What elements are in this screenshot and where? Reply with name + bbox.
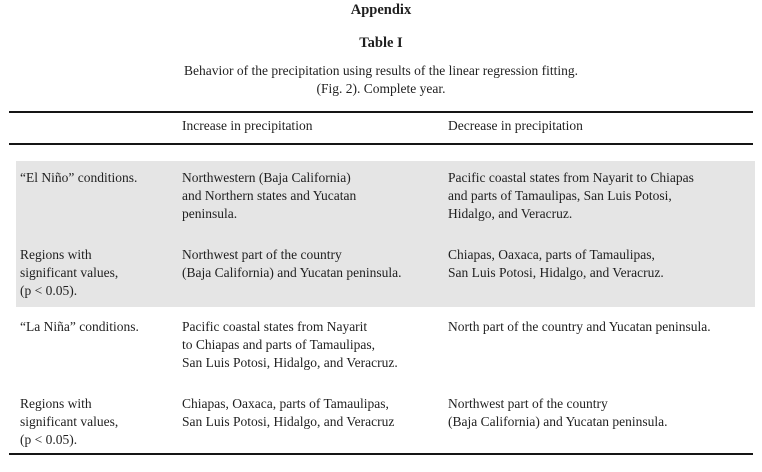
row-label: Regions with significant values, (p < 0.05).: [20, 396, 119, 447]
column-header-decrease: Decrease in precipitation: [448, 118, 583, 133]
cell-increase: Chiapas, Oaxaca, parts of Tamaulipas, San Luis Potosi, Hidalgo, and Veracruz: [182, 396, 395, 429]
table-rule-top: [9, 111, 753, 113]
row-label: “El Niño” conditions.: [20, 170, 138, 185]
table-rule-bottom: [9, 453, 753, 455]
table-title: Table I: [359, 35, 403, 51]
table-row-la-nina-significant: [20, 395, 754, 449]
table-row-el-nino: [20, 169, 754, 223]
row-label: “La Niña” conditions.: [20, 319, 139, 334]
cell-decrease: Chiapas, Oaxaca, parts of Tamaulipas, San Luis Potosi, Hidalgo, and Veracruz.: [448, 247, 664, 280]
cell-decrease: Northwest part of the country (Baja California) and Yucatan peninsula.: [448, 396, 668, 429]
row-label: Regions with significant values, (p < 0.05).: [20, 247, 119, 298]
cell-decrease: Pacific coastal states from Nayarit to Chiapas and parts of Tamaulipas, San Luis Potosi, Hidalgo, and Veracruz.: [448, 170, 694, 221]
cell-increase: Northwestern (Baja California) and Northern states and Yucatan peninsula.: [182, 170, 357, 221]
table-rule-header: [9, 143, 753, 145]
table-row-la-nina: [20, 318, 754, 372]
table-caption: Behavior of the precipitation using results of the linear regression fitting. (Fig. 2). Complete year.: [183, 63, 579, 96]
appendix-heading: Appendix: [350, 2, 412, 18]
cell-increase: Pacific coastal states from Nayarit to Chiapas and parts of Tamaulipas, San Luis Potosi, Hidalgo, and Veracruz.: [182, 319, 398, 370]
table-row-el-nino-significant: [20, 246, 754, 300]
cell-increase: Northwest part of the country (Baja California) and Yucatan peninsula.: [182, 247, 402, 280]
cell-decrease: North part of the country and Yucatan peninsula.: [448, 319, 711, 334]
column-header-increase: Increase in precipitation: [182, 118, 313, 133]
